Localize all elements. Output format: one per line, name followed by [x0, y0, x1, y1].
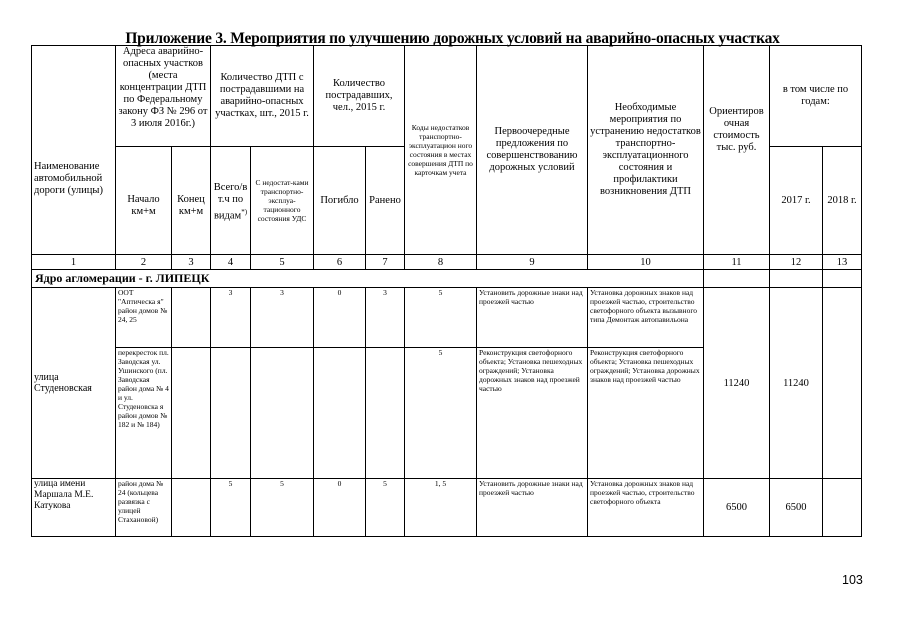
total-cell: 5 — [211, 479, 251, 537]
killed-cell: 0 — [314, 479, 366, 537]
header-with-defects: С недостат-ками транспортно-эксплуа-тационного состояния УДС — [251, 147, 314, 255]
header-primary: Первоочередные предложения по совершенствованию дорожных условий — [477, 46, 588, 255]
header-addresses: Адреса аварийно-опасных участков (места концентрации ДТП по Федеральному закону ФЗ № 296 от 3 июля 2016г.) — [116, 46, 211, 147]
necessary-cell: Реконструкция светофорного объекта; Установка пешеходных ограждений; Установка дорожных знаков над проезжей частью — [588, 348, 704, 479]
column-number: 7 — [366, 255, 405, 270]
road-name: улица Студеновская — [32, 288, 116, 479]
table-row — [32, 288, 862, 348]
header-start: Начало км+м — [116, 147, 172, 255]
header-total-label: Всего/в т.ч по видам — [213, 181, 248, 221]
total-cell — [211, 348, 251, 479]
defects-cell: 3 — [251, 288, 314, 348]
header-codes: Коды недостатков транспортно-эксплуатацион ного состояния в местах совершения ДТП по карточкам учета — [405, 46, 477, 255]
address-cell: ООТ "Аптическа я" район домов № 24, 25 — [116, 288, 172, 348]
primary-cell: Реконструкция светофорного объекта; Установка пешеходных ограждений; Установка дорожных знаков над проезжей частью — [477, 348, 588, 479]
page-number: 103 — [842, 573, 863, 587]
address-cell: перекресток пл. Заводская ул. Ушинского (пл. Заводская район дома № 4 и ул. Студеновска я район домов № 182 и № 184) — [116, 348, 172, 479]
cost-cell: 6500 — [704, 479, 770, 537]
killed-cell — [314, 348, 366, 479]
codes-cell: 5 — [405, 288, 477, 348]
section-title: Ядро агломерации - г. ЛИПЕЦК — [32, 270, 704, 288]
road-name: улица имени Маршала М.Е. Катукова — [32, 479, 116, 537]
column-number: 13 — [823, 255, 862, 270]
header-total-footnote: *) — [241, 207, 248, 216]
header-cost: Ориентиров очная стоимость тыс. руб. — [704, 46, 770, 255]
header-2017: 2017 г. — [770, 147, 823, 255]
necessary-cell: Установка дорожных знаков над проезжей частью, строительство светофорного объекта — [588, 479, 704, 537]
page-title: Приложение 3. Мероприятия по улучшению дорожных условий на аварийно-опасных участках — [125, 30, 780, 47]
column-number: 2 — [116, 255, 172, 270]
defects-cell: 5 — [251, 479, 314, 537]
table-row — [32, 479, 862, 537]
codes-cell: 1, 5 — [405, 479, 477, 537]
defects-cell — [251, 348, 314, 479]
header-necessary: Необходимые мероприятия по устранению недостатков транспортно-эксплуатационного состояния и профилактики возникновения ДТП — [588, 46, 704, 255]
primary-cell: Установить дорожные знаки над проезжей частью — [477, 479, 588, 537]
column-number: 6 — [314, 255, 366, 270]
column-number: 8 — [405, 255, 477, 270]
header-2018: 2018 г. — [823, 147, 862, 255]
header-by-years: в том числе по годам: — [770, 46, 862, 147]
header-total — [211, 147, 251, 255]
column-number: 11 — [704, 255, 770, 270]
injured-cell: 5 — [366, 479, 405, 537]
column-number: 12 — [770, 255, 823, 270]
header-killed: Погибло — [314, 147, 366, 255]
y2017-cell: 11240 — [770, 288, 823, 479]
header-accidents: Количество ДТП с пострадавшими на аварийно-опасных участках, шт., 2015 г. — [211, 46, 314, 147]
codes-cell: 5 — [405, 348, 477, 479]
primary-cell: Установить дорожные знаки над проезжей частью — [477, 288, 588, 348]
column-number: 3 — [172, 255, 211, 270]
header-end: Конец км+м — [172, 147, 211, 255]
necessary-cell: Установка дорожных знаков над проезжей частью, строительство светофорного объекта вызывного типа Демонтаж автопавильона — [588, 288, 704, 348]
total-cell: 3 — [211, 288, 251, 348]
injured-cell: 3 — [366, 288, 405, 348]
injured-cell — [366, 348, 405, 479]
cost-cell: 11240 — [704, 288, 770, 479]
column-number: 1 — [32, 255, 116, 270]
section-row — [32, 270, 862, 288]
header-victims: Количество пострадавших, чел., 2015 г. — [314, 46, 405, 147]
header-road-name: Наименование автомобильной дороги (улицы) — [32, 46, 116, 255]
column-number: 5 — [251, 255, 314, 270]
header-injured: Ранено — [366, 147, 405, 255]
column-number: 10 — [588, 255, 704, 270]
killed-cell: 0 — [314, 288, 366, 348]
column-number: 4 — [211, 255, 251, 270]
measures-table — [31, 45, 862, 537]
column-number: 9 — [477, 255, 588, 270]
column-number-row — [32, 255, 862, 270]
address-cell: район дома № 24 (кольцева развязка с улицей Стахановой) — [116, 479, 172, 537]
y2017-cell: 6500 — [770, 479, 823, 537]
